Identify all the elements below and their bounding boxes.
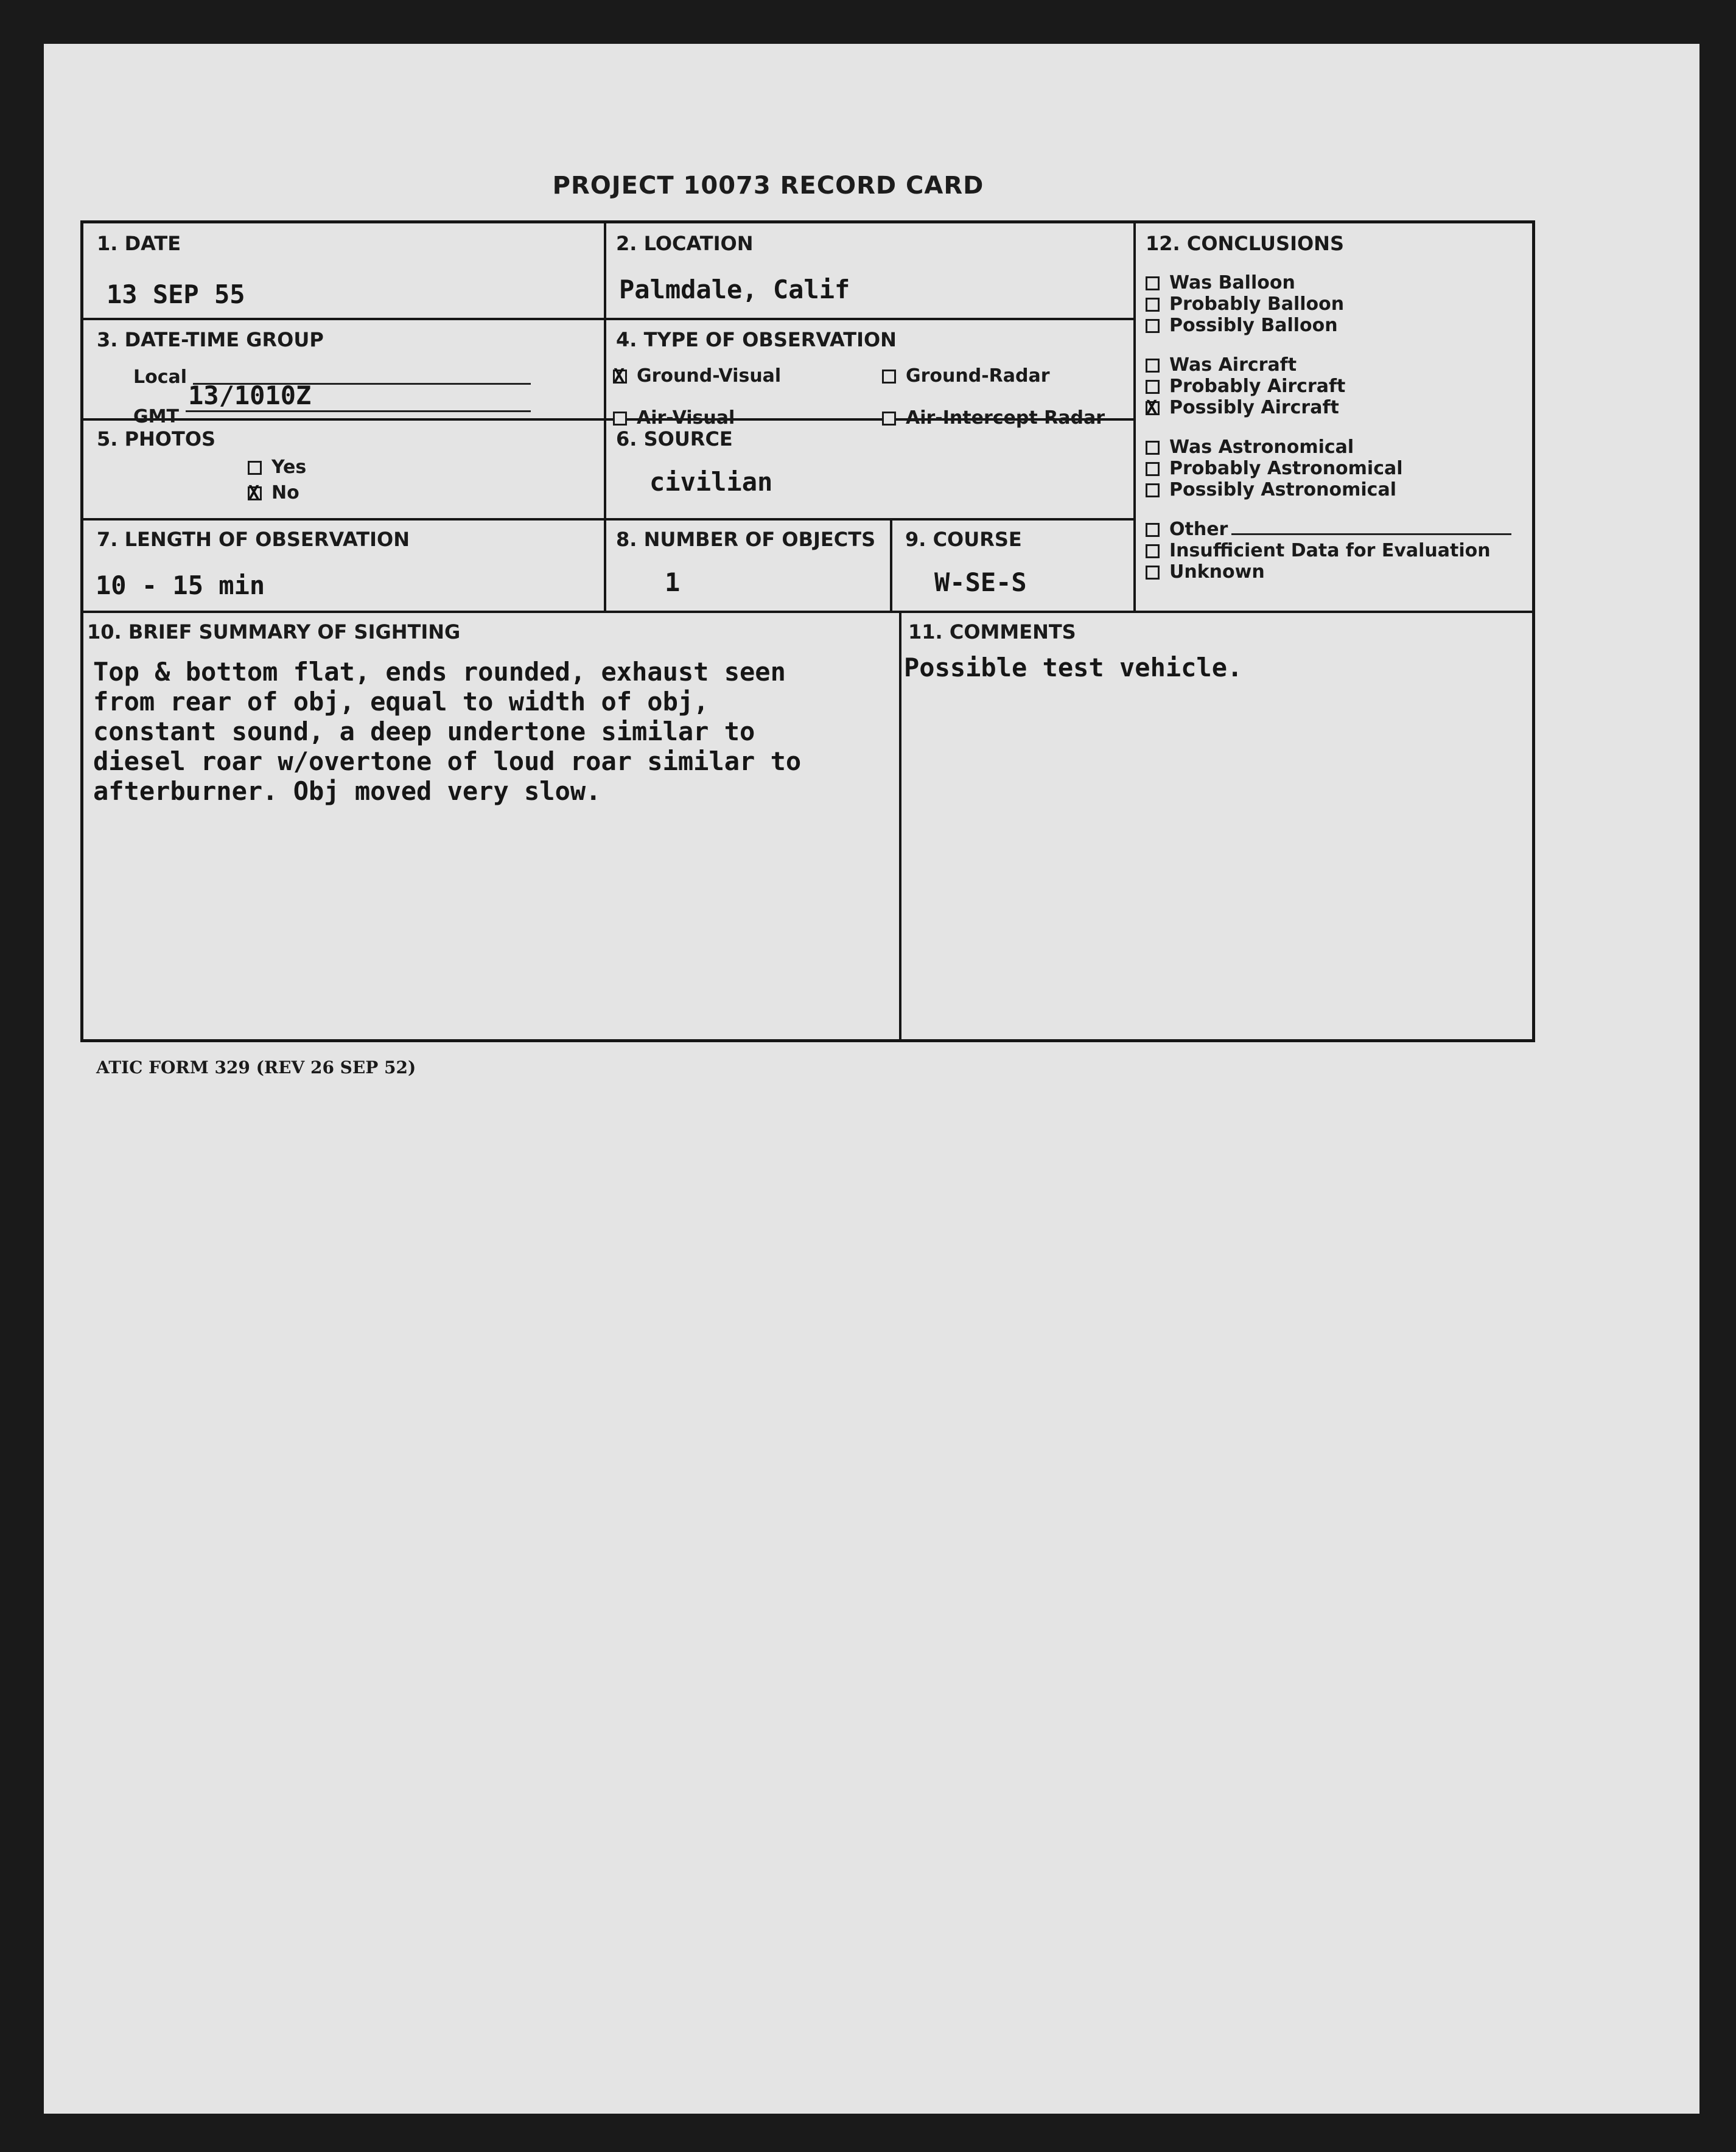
conclusion-probably-aircraft[interactable]: Probably Aircraft	[1146, 376, 1511, 397]
length-value: 10 - 15 min	[96, 570, 265, 600]
air-visual-checkbox[interactable]	[613, 412, 627, 426]
was-balloon-checkbox[interactable]	[1146, 276, 1160, 290]
conclusion-probably-astronomical[interactable]: Probably Astronomical	[1146, 458, 1511, 479]
possibly-balloon-checkbox[interactable]	[1146, 319, 1160, 333]
was-aircraft-checkbox[interactable]	[1146, 359, 1160, 373]
length-label: 7. LENGTH OF OBSERVATION	[97, 528, 410, 551]
obs-air-visual[interactable]: Air-Visual	[613, 407, 735, 429]
probably-balloon-checkbox[interactable]	[1146, 298, 1160, 312]
ground-radar-checkbox[interactable]	[882, 370, 896, 384]
date-value: 13 SEP 55	[107, 279, 245, 309]
source-value: civilian	[649, 467, 773, 497]
conclusion-possibly-balloon[interactable]: Possibly Balloon	[1146, 315, 1511, 336]
dtg-local-label: Local	[133, 366, 187, 388]
other-blank-line[interactable]	[1231, 533, 1511, 535]
location-value: Palmdale, Calif	[619, 275, 850, 304]
summary-text: Top & bottom flat, ends rounded, exhaust seen from rear of obj, equal to width of obj, constant sound, a deep undertone similar to diesel roar w/overtone of loud roar similar to afterburner. Obj moved very slow.	[93, 657, 802, 806]
comments-label: 11. COMMENTS	[908, 620, 1076, 643]
probably-aircraft-checkbox[interactable]	[1146, 380, 1160, 394]
obs-ground-radar[interactable]: Ground-Radar	[882, 365, 1050, 387]
probably-astronomical-checkbox[interactable]	[1146, 462, 1160, 476]
observation-type-label: 4. TYPE OF OBSERVATION	[616, 328, 897, 351]
conclusion-unknown[interactable]: Unknown	[1146, 561, 1511, 583]
course-value: W-SE-S	[934, 567, 1027, 597]
conclusion-probably-balloon[interactable]: Probably Balloon	[1146, 293, 1511, 315]
unknown-checkbox[interactable]	[1146, 566, 1160, 580]
photos-yes-checkbox[interactable]	[248, 461, 262, 475]
conclusions-label: 12. CONCLUSIONS	[1146, 232, 1344, 255]
record-card-sheet	[44, 44, 1699, 2114]
conclusion-other[interactable]: Other	[1146, 519, 1511, 540]
conclusion-was-astronomical[interactable]: Was Astronomical	[1146, 436, 1511, 458]
date-label: 1. DATE	[97, 232, 181, 255]
conclusions-list	[1146, 272, 1511, 583]
air-intercept-radar-checkbox[interactable]	[882, 412, 896, 426]
summary-label: 10. BRIEF SUMMARY OF SIGHTING	[87, 620, 461, 643]
photos-yes[interactable]: Yes	[248, 457, 306, 478]
course-label: 9. COURSE	[905, 528, 1022, 551]
num-objects-label: 8. NUMBER OF OBJECTS	[616, 528, 876, 551]
location-label: 2. LOCATION	[616, 232, 754, 255]
conclusion-possibly-astronomical[interactable]: Possibly Astronomical	[1146, 479, 1511, 500]
conclusion-possibly-aircraft[interactable]: XPossibly Aircraft	[1146, 397, 1511, 418]
photos-no[interactable]: XNo	[248, 482, 299, 503]
form-title: PROJECT 10073 RECORD CARD	[552, 172, 984, 200]
was-astronomical-checkbox[interactable]	[1146, 441, 1160, 455]
comments-text: Possible test vehicle.	[904, 653, 1243, 682]
dtg-gmt-label: GMT	[133, 406, 179, 427]
ground-visual-checkbox[interactable]	[613, 370, 627, 384]
dtg-label: 3. DATE-TIME GROUP	[97, 328, 324, 351]
photos-no-checkbox[interactable]	[248, 486, 262, 500]
possibly-astronomical-checkbox[interactable]	[1146, 483, 1160, 497]
photos-label: 5. PHOTOS	[97, 427, 216, 450]
other-checkbox[interactable]	[1146, 523, 1160, 537]
insufficient-data-checkbox[interactable]	[1146, 544, 1160, 558]
obs-ground-visual[interactable]: XGround-Visual	[613, 365, 781, 387]
record-card-grid	[80, 220, 1535, 1042]
source-label: 6. SOURCE	[616, 427, 733, 450]
form-footer: ATIC FORM 329 (REV 26 SEP 52)	[96, 1057, 416, 1078]
obs-air-intercept-radar[interactable]: Air-Intercept Radar	[882, 407, 1105, 429]
possibly-aircraft-checkbox[interactable]	[1146, 401, 1160, 415]
conclusion-insufficient-data[interactable]: Insufficient Data for Evaluation	[1146, 540, 1511, 561]
conclusion-was-aircraft[interactable]: Was Aircraft	[1146, 354, 1511, 376]
conclusion-was-balloon[interactable]: Was Balloon	[1146, 272, 1511, 293]
num-objects-value: 1	[665, 567, 681, 597]
dtg-gmt-value: 13/1010Z	[188, 380, 312, 410]
